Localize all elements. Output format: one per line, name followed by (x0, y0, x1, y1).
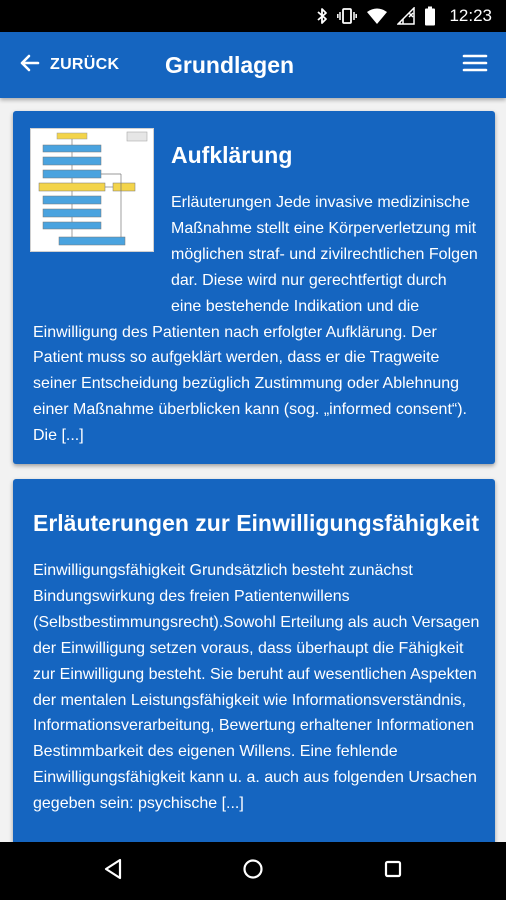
back-triangle-icon (103, 858, 123, 885)
article-card-einwilligungsfaehigkeit[interactable] (13, 479, 495, 842)
menu-icon (462, 53, 488, 78)
card-text-wrap (33, 190, 481, 449)
battery-icon (424, 6, 436, 26)
card-excerpt: Einwilligungsfähigkeit Grundsätzlich besteht zunächst Bindungswirkung des freien Patientenwillens (Selbstbestimmungsrecht).Sowohl Erteilung als auch Versagen der Einwilligung setzen voraus, dass überhaupt die Fähigkeit zur Einwilligung besteht. Sie beruht auf wesentlichen Aspekten der mentalen Leistungsfähigkeit wie Informationsverständnis, Informationsverarbeitung, Bewertung erhaltener Informationen Bestimmbarkeit des eigenen Willens. Eine fehlende Einwilligungsfähigkeit kann u. a. auch aus folgenden Ursachen gegeben sein: psychische [...] (33, 562, 480, 813)
status-time: 12:23 (449, 6, 492, 25)
content-list[interactable] (0, 98, 506, 842)
card-excerpt: Erläuterungen Jede invasive medizinische Maßnahme stellt eine Körperverletzung mit möglichen straf- und zivilrechtlichen Folgen dar. Diese wird nur gerechtfertigt durch eine bestehende Indikation und die Einwilligung des Patienten nach erfolgter Aufklärung. Der Patient muss so aufgeklärt werden, dass er die Tragweite seiner Entscheidung bezüglich Zustimmung oder Ablehnung einer Maßnahme überblicken kann (sog. „informed consent“). Die [...] (33, 194, 478, 445)
back-label: ZURÜCK (50, 56, 120, 73)
status-icons (316, 0, 492, 32)
bluetooth-icon (316, 7, 328, 25)
recents-square-icon (383, 859, 403, 884)
home-circle-icon (242, 858, 264, 885)
article-card-aufklaerung[interactable] (13, 111, 495, 464)
nav-recents-button[interactable] (378, 856, 408, 886)
wifi-icon (366, 7, 388, 25)
system-nav-bar (0, 842, 506, 900)
arrow-left-icon (18, 51, 42, 80)
signal-icon (397, 7, 415, 25)
nav-back-button[interactable] (98, 856, 128, 886)
back-button[interactable] (18, 32, 119, 98)
vibrate-icon (337, 7, 357, 25)
menu-button[interactable] (462, 32, 488, 98)
page-title: Grundlagen (165, 52, 295, 78)
card-title: Erläuterungen zur Einwilligungsfähigkeit (33, 510, 479, 536)
card-title: Aufklärung (171, 142, 293, 168)
app-bar (0, 32, 506, 98)
thumbnail-spacer (33, 190, 171, 304)
status-bar (0, 0, 506, 32)
nav-home-button[interactable] (238, 856, 268, 886)
